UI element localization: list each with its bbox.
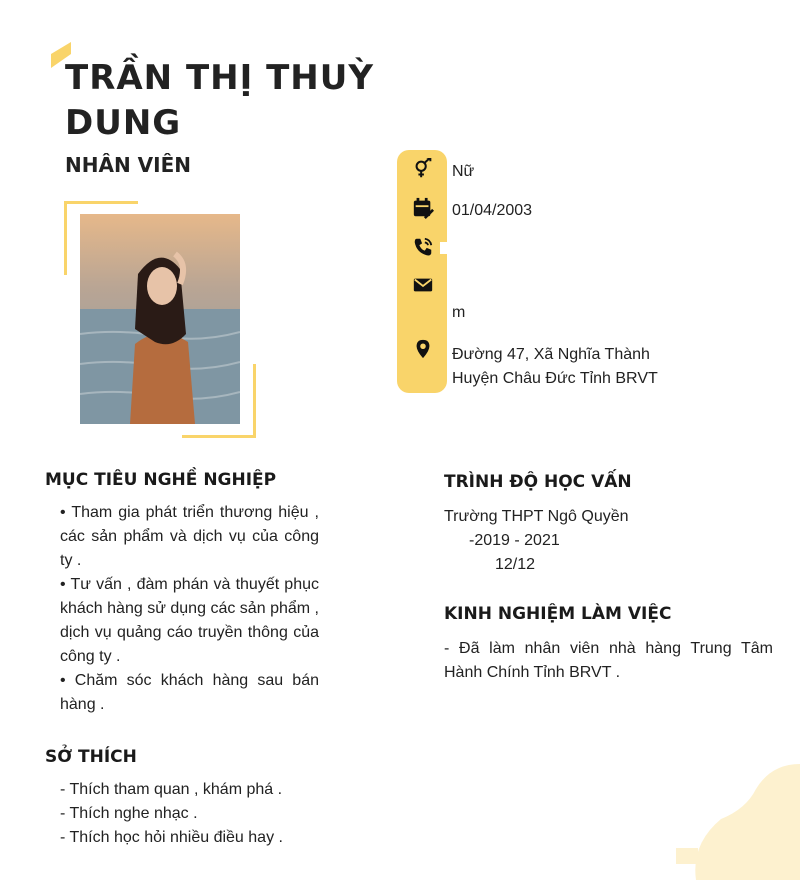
candidate-name [65, 56, 385, 146]
education-block [444, 505, 744, 577]
education-heading: TRÌNH ĐỘ HỌC VẤN [444, 472, 632, 492]
objective-item: • Chăm sóc khách hàng sau bán hàng . [60, 672, 319, 713]
hobby-item: - Thích nghe nhạc . [60, 805, 198, 822]
mail-icon [412, 274, 434, 296]
hobbies-heading: SỞ THÍCH [45, 747, 137, 767]
name-line-1: TRẦN THỊ THUỲ [65, 58, 374, 98]
decorative-blob [676, 764, 800, 880]
hobbies-list [60, 778, 360, 850]
hobby-item: - Thích tham quan , khám phá . [60, 781, 283, 798]
objective-list [60, 501, 319, 717]
grade-level: 12/12 [495, 556, 536, 573]
address-line-1: Đường 47, Xã Nghĩa Thành [452, 346, 650, 363]
hobby-item: - Thích học hỏi nhiều điều hay . [60, 829, 283, 846]
address-value [452, 343, 658, 391]
location-pin-icon [412, 338, 434, 360]
name-line-2: DUNG [65, 103, 182, 143]
birthday-value: 01/04/2003 [452, 202, 533, 219]
study-years: -2019 - 2021 [469, 532, 560, 549]
gender-value: Nữ [452, 163, 475, 180]
address-line-2: Huyện Châu Đức Tỉnh BRVT [452, 370, 658, 387]
objective-item: • Tư vấn , đàm phán và thuyết phục khách hàng sử dụng các sản phẩm , dịch vụ quảng cáo truyền thông của công ty . [60, 576, 319, 665]
experience-heading: KINH NGHIỆM LÀM VIỆC [444, 604, 672, 624]
profile-photo [80, 214, 240, 424]
objective-heading: MỤC TIÊU NGHỀ NGHIỆP [45, 470, 277, 490]
phone-icon [412, 236, 434, 258]
email-value: m [452, 304, 466, 321]
objective-item: • Tham gia phát triển thương hiệu , các sản phẩm và dịch vụ của công ty . [60, 504, 319, 569]
experience-text: - Đã làm nhân viên nhà hàng Trung Tâm Hành Chính Tỉnh BRVT . [444, 640, 773, 681]
job-title: NHÂN VIÊN [65, 153, 191, 177]
gender-icon [412, 158, 434, 180]
school-name: Trường THPT Ngô Quyền [444, 508, 629, 525]
phone-value [440, 242, 448, 254]
calendar-icon [412, 197, 434, 219]
